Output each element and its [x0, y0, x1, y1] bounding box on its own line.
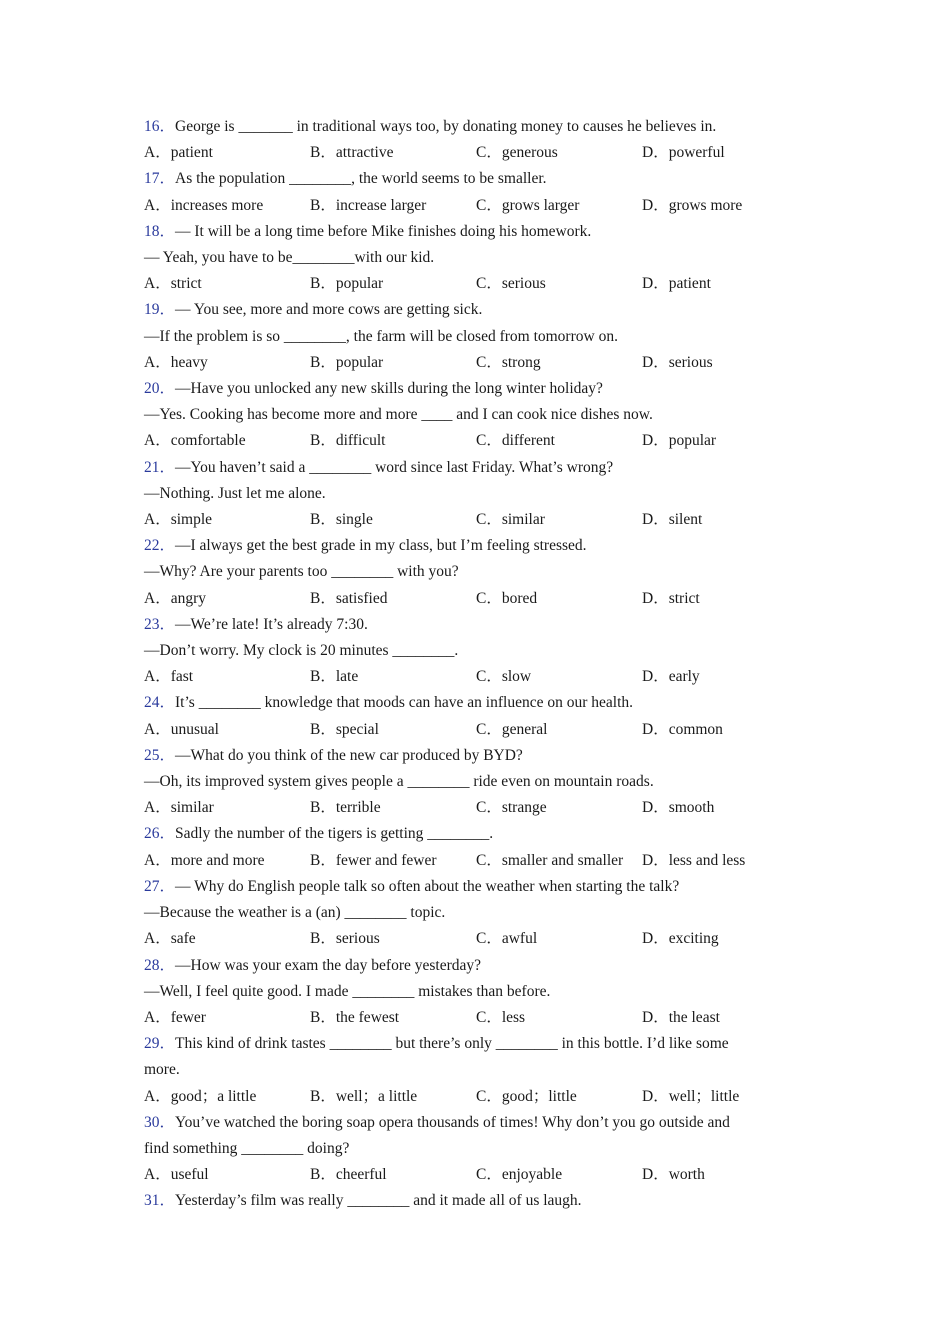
answer-option[interactable]: D．well；little — [642, 1087, 740, 1105]
answer-option[interactable]: B．late — [310, 668, 359, 686]
question-number: 19． — [144, 301, 176, 319]
question-number: 17． — [144, 170, 176, 188]
question-text: more. — [144, 1061, 180, 1079]
options-row — [144, 664, 794, 690]
question-line — [144, 481, 794, 507]
answer-option[interactable]: A．increases more — [144, 196, 264, 214]
answer-option[interactable]: D．the least — [642, 1008, 720, 1026]
question-stem — [144, 114, 794, 140]
question-text: —Well, I feel quite good. I made ________ mistakes than before. — [144, 982, 551, 1000]
answer-option[interactable]: D．patient — [642, 275, 711, 293]
answer-option[interactable]: B．satisfied — [310, 589, 388, 607]
question-line — [144, 769, 794, 795]
answer-option[interactable]: C．less — [476, 1008, 526, 1026]
answer-option[interactable]: A．unusual — [144, 720, 219, 738]
answer-option[interactable]: B．popular — [310, 275, 384, 293]
answer-option[interactable]: A．fewer — [144, 1008, 206, 1026]
question-text: —We’re late! It’s already 7:30. — [175, 615, 368, 633]
answer-option[interactable]: D．grows more — [642, 196, 743, 214]
options-row — [144, 848, 794, 874]
answer-option[interactable]: D．strict — [642, 589, 700, 607]
question-line — [144, 324, 794, 350]
answer-option[interactable]: C．enjoyable — [476, 1166, 563, 1184]
question-number: 18． — [144, 222, 176, 240]
answer-option[interactable]: C．grows larger — [476, 196, 580, 214]
question-text: — Yeah, you have to be________with our kid. — [144, 249, 435, 267]
answer-option[interactable]: C．different — [476, 432, 555, 450]
question-stem — [144, 874, 794, 900]
answer-option[interactable]: B．popular — [310, 353, 384, 371]
answer-option[interactable]: C．slow — [476, 668, 532, 686]
answer-option[interactable]: A．fast — [144, 668, 194, 686]
answer-option[interactable]: C．strange — [476, 799, 547, 817]
answer-option[interactable]: B．well；a little — [310, 1087, 418, 1105]
options-row — [144, 795, 794, 821]
question-line — [144, 979, 794, 1005]
answer-option[interactable]: B．fewer and fewer — [310, 851, 437, 869]
question-number: 25． — [144, 746, 176, 764]
question-text: —Because the weather is a (an) ________ topic. — [144, 904, 446, 922]
answer-option[interactable]: C．generous — [476, 144, 558, 162]
answer-option[interactable]: A．simple — [144, 511, 213, 529]
options-row — [144, 271, 794, 297]
answer-option[interactable]: D．serious — [642, 353, 713, 371]
question-text: —Nothing. Just let me alone. — [144, 484, 326, 502]
question-stem — [144, 612, 794, 638]
question-stem — [144, 953, 794, 979]
question-text: —Why? Are your parents too ________ with you? — [144, 563, 459, 581]
question-stem — [144, 297, 794, 323]
answer-option[interactable]: B．the fewest — [310, 1008, 400, 1026]
answer-option[interactable]: A．more and more — [144, 851, 265, 869]
question-text: — It will be a long time before Mike finishes doing his homework. — [175, 222, 592, 240]
question-stem — [144, 690, 794, 716]
question-number: 30． — [144, 1113, 176, 1131]
answer-option[interactable]: A．comfortable — [144, 432, 246, 450]
answer-option[interactable]: D．common — [642, 720, 723, 738]
question-text: George is _______ in traditional ways too, by donating money to causes he believes in. — [175, 118, 717, 135]
options-row — [144, 193, 794, 219]
question-text: This kind of drink tastes ________ but there’s only ________ in this bottle. I’d like some — [175, 1035, 729, 1053]
answer-option[interactable]: D．worth — [642, 1166, 705, 1184]
answer-option[interactable]: C．strong — [476, 353, 541, 371]
question-text: —Have you unlocked any new skills during the long winter holiday? — [175, 380, 603, 398]
question-text: —Oh, its improved system gives people a ________ ride even on mountain roads. — [144, 773, 654, 791]
answer-option[interactable]: B．attractive — [310, 144, 394, 162]
question-text: —If the problem is so ________, the farm will be closed from tomorrow on. — [144, 327, 618, 345]
question-stem — [144, 821, 794, 847]
options-row — [144, 140, 794, 166]
question-line — [144, 245, 794, 271]
question-text: As the population ________, the world seems to be smaller. — [175, 170, 547, 188]
answer-option[interactable]: C．serious — [476, 275, 546, 293]
options-row — [144, 717, 794, 743]
question-number: 16． — [144, 118, 176, 135]
options-row — [144, 926, 794, 952]
answer-option[interactable]: C．bored — [476, 589, 538, 607]
question-text: —I always get the best grade in my class, but I’m feeling stressed. — [175, 537, 587, 555]
answer-option[interactable]: B．difficult — [310, 432, 386, 450]
answer-option[interactable]: B．terrible — [310, 799, 381, 817]
question-text: —What do you think of the new car produced by BYD? — [175, 746, 523, 764]
answer-option[interactable]: A．heavy — [144, 353, 208, 371]
question-number: 29． — [144, 1035, 176, 1053]
answer-option[interactable]: D．silent — [642, 511, 703, 529]
question-text: — Why do English people talk so often about the weather when starting the talk? — [175, 877, 680, 895]
answer-option[interactable]: C．similar — [476, 511, 545, 529]
options-row — [144, 586, 794, 612]
question-stem — [144, 455, 794, 481]
question-text: —Don’t worry. My clock is 20 minutes ________. — [144, 642, 459, 660]
question-line — [144, 900, 794, 926]
question-text: Yesterday’s film was really ________ and it made all of us laugh. — [175, 1192, 582, 1210]
question-number: 27． — [144, 877, 176, 895]
options-row — [144, 1005, 794, 1031]
question-stem — [144, 1031, 794, 1057]
question-stem — [144, 1110, 794, 1136]
answer-option[interactable]: B．cheerful — [310, 1166, 387, 1184]
answer-option[interactable]: A．useful — [144, 1166, 209, 1184]
options-row — [144, 350, 794, 376]
question-number: 26． — [144, 825, 176, 843]
question-text: It’s ________ knowledge that moods can have an influence on our health. — [175, 694, 634, 712]
answer-option[interactable]: C．smaller and smaller — [476, 851, 624, 869]
question-number: 24． — [144, 694, 176, 712]
question-line — [144, 638, 794, 664]
answer-option[interactable]: B．serious — [310, 930, 380, 948]
answer-option[interactable]: A．similar — [144, 799, 214, 817]
question-number: 22． — [144, 537, 176, 555]
answer-option[interactable]: C．good；little — [476, 1087, 577, 1105]
answer-option[interactable]: A．strict — [144, 275, 202, 293]
question-text: You’ve watched the boring soap opera thousands of times! Why don’t you go outside and — [175, 1113, 730, 1131]
answer-option[interactable]: A．safe — [144, 930, 196, 948]
answer-option[interactable]: D．exciting — [642, 930, 719, 948]
worksheet-page — [144, 114, 794, 1215]
question-line — [144, 402, 794, 428]
question-text: — You see, more and more cows are getting sick. — [175, 301, 483, 319]
question-stem — [144, 1188, 794, 1214]
question-stem — [144, 219, 794, 245]
question-line — [144, 1057, 794, 1083]
answer-option[interactable]: D．early — [642, 668, 700, 686]
question-number: 28． — [144, 956, 176, 974]
question-number: 23． — [144, 615, 176, 633]
question-line — [144, 559, 794, 585]
answer-option[interactable]: B．increase larger — [310, 196, 427, 214]
answer-option[interactable]: B．special — [310, 720, 379, 738]
answer-option[interactable]: C．general — [476, 720, 548, 738]
answer-option[interactable]: B．single — [310, 511, 373, 529]
answer-option[interactable]: A．angry — [144, 589, 206, 607]
question-text: —How was your exam the day before yesterday? — [175, 956, 482, 974]
answer-option[interactable]: A．good；a little — [144, 1087, 257, 1105]
question-stem — [144, 376, 794, 402]
question-stem — [144, 743, 794, 769]
answer-option[interactable]: A．patient — [144, 144, 213, 162]
question-number: 31． — [144, 1192, 176, 1210]
question-number: 20． — [144, 380, 176, 398]
options-row — [144, 428, 794, 454]
question-text: —Yes. Cooking has become more and more ____ and I can cook nice dishes now. — [144, 406, 653, 424]
answer-option[interactable]: D．smooth — [642, 799, 715, 817]
question-text: Sadly the number of the tigers is getting ________. — [175, 825, 494, 843]
answer-option[interactable]: D．powerful — [642, 144, 725, 162]
question-number: 21． — [144, 458, 176, 476]
question-text: find something ________ doing? — [144, 1139, 350, 1157]
options-row — [144, 1084, 794, 1110]
answer-option[interactable]: D．popular — [642, 432, 717, 450]
question-line — [144, 1136, 794, 1162]
options-row — [144, 1162, 794, 1188]
question-text: —You haven’t said a ________ word since last Friday. What’s wrong? — [175, 458, 614, 476]
options-row — [144, 507, 794, 533]
answer-option[interactable]: C．awful — [476, 930, 538, 948]
question-stem — [144, 166, 794, 192]
question-stem — [144, 533, 794, 559]
answer-option[interactable]: D．less and less — [642, 851, 746, 869]
